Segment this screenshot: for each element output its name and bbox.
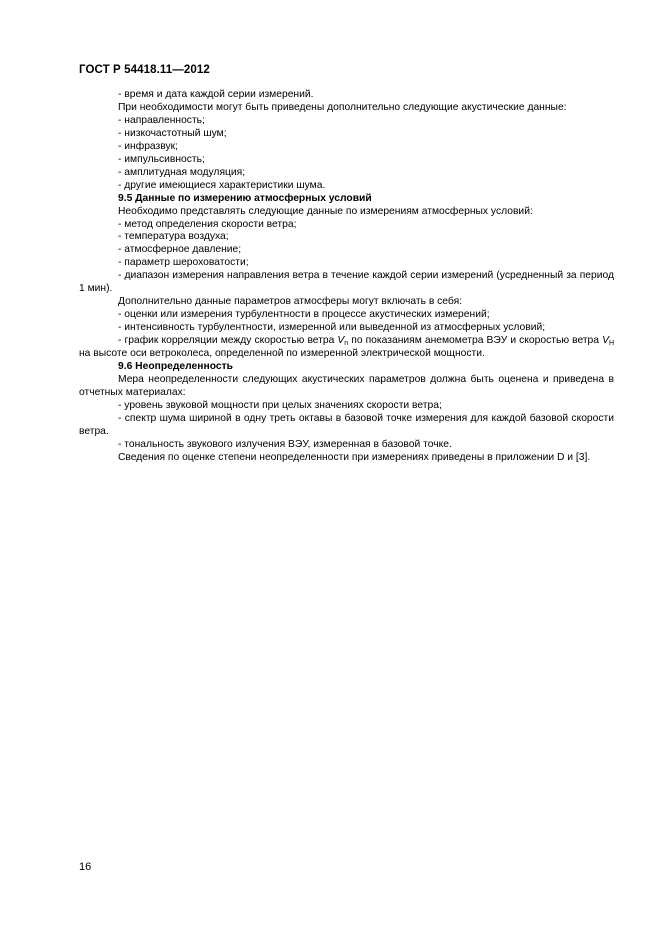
variable-v: V <box>337 335 345 347</box>
section-heading-9-5: 9.5 Данные по измерению атмосферных условий <box>118 192 372 204</box>
list-item: - атмосферное давление; <box>118 244 242 256</box>
page-number: 16 <box>79 861 92 873</box>
paragraph: Дополнительно данные параметров атмосферы могут включать в себя: <box>118 296 463 308</box>
paragraph: Сведения по оценке степени неопределенности при измерениях приведены в приложении D и [3]. <box>118 451 591 463</box>
list-item: - время и дата каждой серии измерений. <box>118 89 314 100</box>
list-item: - тональность звукового излучения ВЭУ, измеренная в базовой точке. <box>118 438 452 450</box>
list-item: - уровень звуковой мощности при целых значениях скорости ветра; <box>118 399 442 411</box>
text-run: - график корреляции между скоростью ветра <box>118 335 338 347</box>
list-item: - температура воздуха; <box>118 231 229 243</box>
list-item: - диапазон измерения направления ветра в течение каждой серии измерений (усредненный за период 1 мин). <box>79 270 614 295</box>
document-body <box>79 89 614 465</box>
subscript: n <box>344 340 349 348</box>
list-item: - оценки или измерения турбулентности в процессе акустических измерений; <box>118 309 490 321</box>
list-item: - инфразвук; <box>118 140 179 152</box>
section-heading-9-6: 9.6 Неопределенность <box>118 361 233 373</box>
paragraph: При необходимости могут быть приведены дополнительно следующие акустические данные: <box>118 101 567 113</box>
list-item: - амплитудная модуляция; <box>118 166 246 178</box>
text-run: по показаниям анемометра ВЭУ и скоростью ветра <box>348 335 603 347</box>
paragraph: Мера неопределенности следующих акустических параметров должна быть оценена и приведена в отчетных материалах: <box>79 373 614 398</box>
text-run: на высоте оси ветроколеса, определенной по измеренной электрической мощности. <box>79 348 485 360</box>
list-item-correlation <box>79 335 614 361</box>
list-item: - импульсивность; <box>118 153 205 165</box>
document-header: ГОСТ Р 54418.11—2012 <box>79 64 210 76</box>
list-item: - другие имеющиеся характеристики шума. <box>118 179 326 191</box>
list-item: - направленность; <box>118 114 205 126</box>
paragraph: Необходимо представлять следующие данные по измерениям атмосферных условий: <box>118 205 533 217</box>
list-item: - низкочастотный шум; <box>118 127 227 139</box>
list-item: - спектр шума шириной в одну треть октавы в базовой точке измерения для каждой базовой скорости ветра. <box>79 412 614 437</box>
list-item: - параметр шероховатости; <box>118 257 249 269</box>
subscript: H <box>608 340 614 348</box>
list-item: - интенсивность турбулентности, измеренной или выведенной из атмосферных условий; <box>118 322 546 334</box>
list-item: - метод определения скорости ветра; <box>118 218 297 230</box>
variable-v: V <box>602 335 609 347</box>
